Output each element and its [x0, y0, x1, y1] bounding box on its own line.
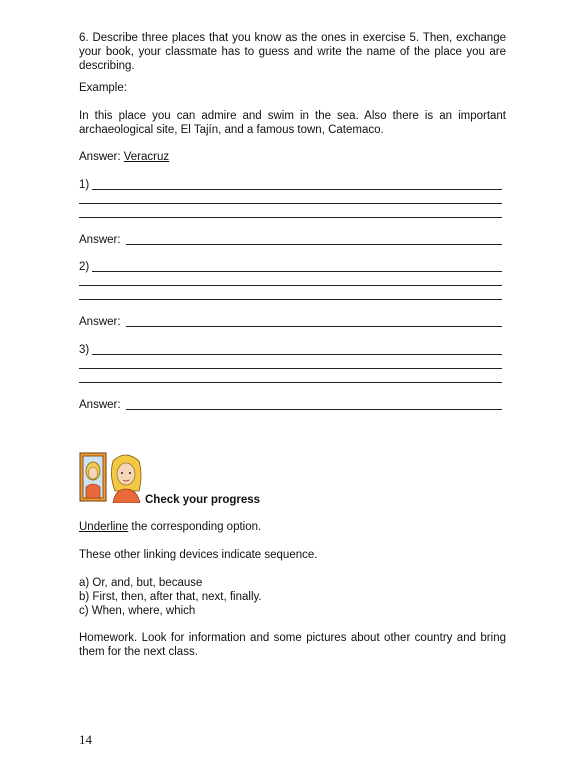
- option-c[interactable]: c) When, where, which: [79, 605, 196, 617]
- writing-line[interactable]: [79, 285, 502, 286]
- item-number: 3): [79, 344, 90, 356]
- answer-label: Answer:: [79, 399, 121, 411]
- answer-label: Answer:: [79, 316, 121, 328]
- underline-word: Underline: [79, 521, 129, 533]
- writing-line[interactable]: [79, 382, 502, 383]
- answer-label: Answer:: [79, 234, 121, 246]
- writing-line[interactable]: [92, 354, 502, 355]
- homework-text: Homework. Look for information and some pictures about other country and bring them for the next class.: [79, 632, 506, 658]
- writing-line[interactable]: [79, 299, 502, 300]
- writing-line[interactable]: [92, 189, 502, 190]
- mirror-girl-illustration: [79, 451, 145, 503]
- item-number: 2): [79, 261, 90, 273]
- exercise-instruction: 6. Describe three places that you know as the ones in exercise 5. Then, exchange your book, your classmate has to guess and write the name of the place you are describing.: [79, 32, 506, 72]
- writing-line[interactable]: [79, 368, 502, 369]
- option-b[interactable]: b) First, then, after that, next, finally.: [79, 591, 262, 603]
- example-answer-label: Answer:: [79, 151, 121, 163]
- example-answer-value: Veracruz: [123, 151, 170, 163]
- answer-line[interactable]: [126, 244, 502, 245]
- example-label: Example:: [79, 82, 127, 94]
- writing-line[interactable]: [79, 217, 502, 218]
- writing-line[interactable]: [92, 271, 502, 272]
- answer-line[interactable]: [126, 326, 502, 327]
- example-text: In this place you can admire and swim in the sea. Also there is an important archaeological site, El Tajín, and a famous town, Catemaco.: [79, 110, 506, 136]
- option-a[interactable]: a) Or, and, but, because: [79, 577, 203, 589]
- item-number: 1): [79, 179, 90, 191]
- writing-line[interactable]: [79, 203, 502, 204]
- answer-line[interactable]: [126, 409, 502, 410]
- example-answer: [79, 150, 169, 164]
- page-number: 14: [79, 732, 92, 747]
- progress-instruction: [79, 520, 261, 534]
- section-heading: Check your progress: [145, 494, 261, 506]
- instruction-rest: the corresponding option.: [128, 521, 262, 533]
- progress-question: These other linking devices indicate sequence.: [79, 549, 318, 561]
